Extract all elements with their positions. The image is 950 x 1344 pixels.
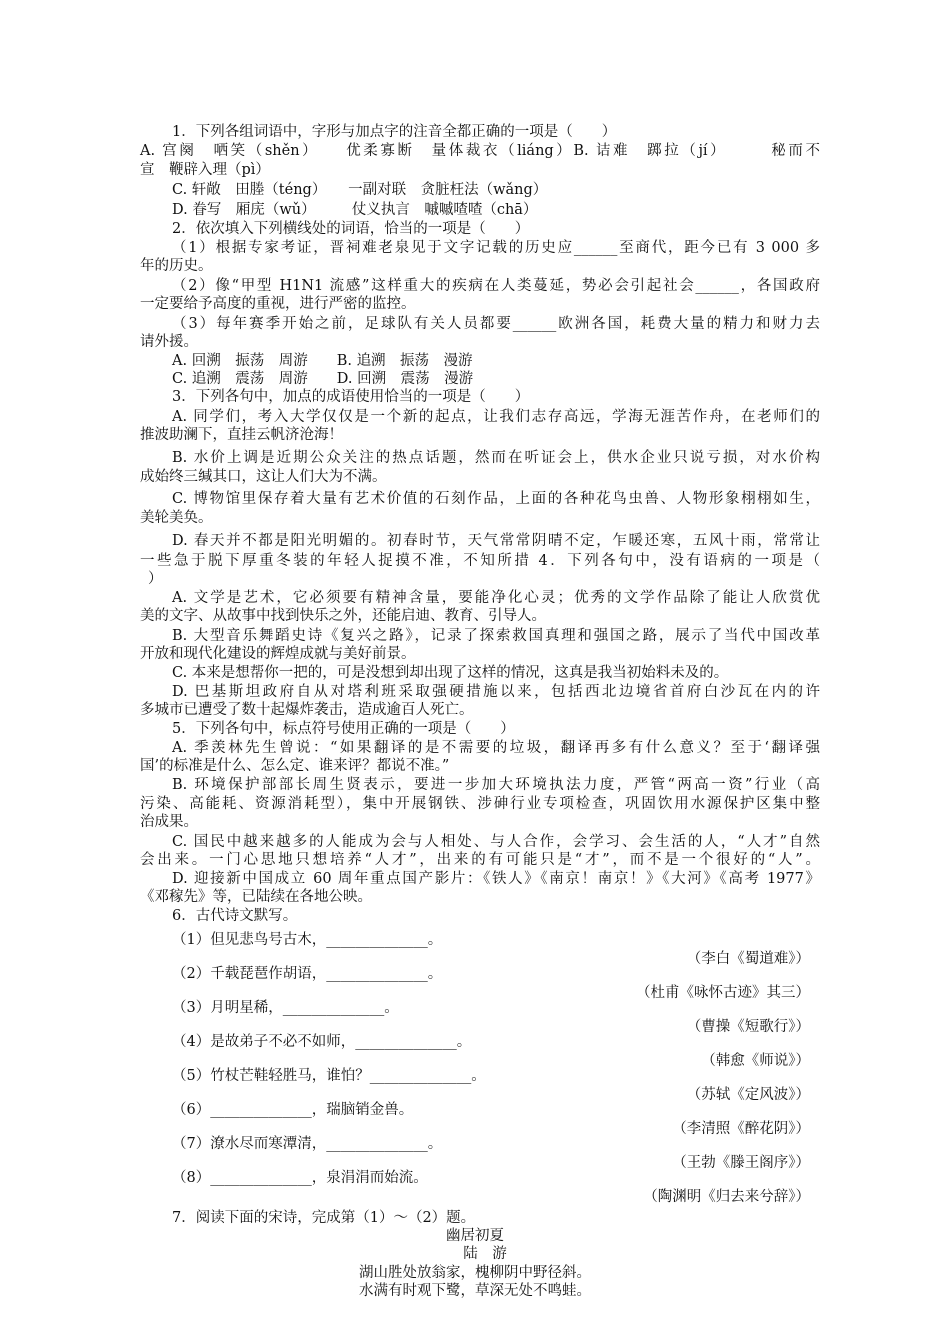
q6-item-source: （苏轼《定风波》） xyxy=(686,1087,810,1103)
q2-stem: 2．依次填入下列横线处的词语，恰当的一项是（ ） xyxy=(172,221,530,237)
q4-option-d-2: 多城市已遭受了数十起爆炸袭击，造成逾百人死亡。 xyxy=(140,702,474,718)
q6-item-source: （李清照《醉花阴》） xyxy=(672,1121,810,1137)
q2-options-ab: A. 回溯 振荡 周游 B. 追溯 振荡 漫游 xyxy=(172,353,473,369)
q2-sentence-2a: （2）像“甲型 H1N1 流感”这样重大的疾病在人类蔓延，势必会引起社会______，各国政府 xyxy=(172,278,820,294)
q5-option-c-2: 会出来。一门心思地只想培养“人才”，出来的有可能只是“才”，而不是一个很好的“人”。 xyxy=(140,852,820,868)
q3-option-a-1: A. 同学们，考入大学仅仅是一个新的起点，让我们志存高远，学海无涯苦作舟，在老师们的 xyxy=(172,409,820,425)
q6-item-source: （王勃《滕王阁序》） xyxy=(672,1155,810,1171)
q6-item-line: （7）潦水尽而寒潭清，______________。 xyxy=(172,1136,443,1152)
q4-option-c-1: C. 本来是想帮你一把的，可是没想到却出现了这样的情况，这真是我当初始料未及的。 xyxy=(172,665,729,681)
poem-line: 水满有时观下鹭，草深无处不鸣蛙。 xyxy=(359,1283,591,1299)
q2-sentence-2b: 一定要给予高度的重视，进行严密的监控。 xyxy=(140,296,416,312)
q6-item-source: （杜甫《咏怀古迹》其三） xyxy=(636,985,810,1001)
q6-item-line: （6）______________，瑞脑销金兽。 xyxy=(172,1102,414,1118)
q6-stem: 6．古代诗文默写。 xyxy=(172,908,298,924)
q6-item-source: （曹操《短歌行》） xyxy=(686,1019,810,1035)
q6-item-line: （2）千载琵琶作胡语，______________。 xyxy=(172,966,443,982)
q7-stem: 7．阅读下面的宋诗，完成第（1）～（2）题。 xyxy=(172,1210,476,1226)
q4-option-a-2: 美的文字、从故事中找到快乐之外，还能启迪、教育、引导人。 xyxy=(140,608,546,624)
q2-sentence-3b: 请外援。 xyxy=(140,334,198,350)
q3-option-b-1: B. 水价上调是近期公众关注的热点话题，然而在听证会上，供水企业只说亏损，对水价构 xyxy=(172,450,820,466)
poem-title: 幽居初夏 xyxy=(446,1228,504,1244)
q3-stem: 3．下列各句中，加点的成语使用恰当的一项是（ ） xyxy=(172,389,530,405)
q6-item-line: （5）竹杖芒鞋轻胜马，谁怕？______________。 xyxy=(172,1068,486,1084)
q6-item-line: （8）______________，泉涓涓而始流。 xyxy=(172,1170,428,1186)
q4-option-b-1: B. 大型音乐舞蹈史诗《复兴之路》，记录了探索救国真理和强国之路，展示了当代中国改革 xyxy=(172,628,820,644)
q6-item-source: （李白《蜀道难》） xyxy=(686,951,810,967)
poem-author: 陆 游 xyxy=(463,1246,507,1262)
q5-option-d-2: 《邓稼先》等，已陆续在各地公映。 xyxy=(140,889,372,905)
q3-option-a-2: 推波助澜下，直挂云帆济沧海！ xyxy=(140,427,343,443)
q5-option-b-3: 治成果。 xyxy=(140,814,198,830)
q6-item-line: （3）月明星稀，______________。 xyxy=(172,1000,399,1016)
q1-stem: 1．下列各组词语中，字形与加点字的注音全都正确的一项是（ ） xyxy=(172,124,617,140)
q5-option-b-1: B. 环境保护部部长周生贤表示，要进一步加大环境执法力度，严管“两高一资”行业（高 xyxy=(172,777,820,793)
q2-sentence-1a: （1）根据专家考证，晋祠难老泉见于文字记载的历史应______至商代，距今已有 3 000 多 xyxy=(172,240,820,256)
q5-option-d-1: D. 迎接新中国成立 60 周年重点国产影片：《铁人》《南京！南京！》《大河》《高考 1977》 xyxy=(172,871,820,887)
q6-item-source: （陶渊明《归去来兮辞》） xyxy=(643,1189,810,1205)
q3-option-d-3: ） xyxy=(148,571,163,587)
q1-option-b-cont: 宣 鞭辟入理（pì） xyxy=(140,162,270,178)
q2-sentence-3a: （3）每年赛季开始之前，足球队有关人员都要______欧洲各国，耗费大量的精力和财力去 xyxy=(172,316,820,332)
q1-option-a-b: A. 宫阕 哂笑（shěn） 优柔寡断 量体裁衣（liáng）B. 诘难 踯拉（jí） 秘而不 xyxy=(140,143,820,159)
q4-option-a-1: A. 文学是艺术，它必须要有精神含量，要能净化心灵；优秀的文学作品除了能让人欣赏优 xyxy=(172,590,820,606)
q3-option-b-2: 成始终三缄其口，这让人们大为不满。 xyxy=(140,469,387,485)
q6-item-line: （1）但见悲鸟号古木，______________。 xyxy=(172,932,443,948)
q6-item-source: （韩愈《师说》） xyxy=(701,1053,810,1069)
poem-line: 湖山胜处放翁家，槐柳阴中野径斜。 xyxy=(359,1265,591,1281)
q1-option-c: C. 轩敞 田塍（téng） 一副对联 贪脏枉法（wǎng） xyxy=(172,182,548,198)
q3-option-d-2: 一些急于脱下厚重冬装的年轻人捉摸不准，不知所措 4．下列各句中，没有语病的一项是（ xyxy=(140,553,820,569)
q3-option-c-1: C. 博物馆里保存着大量有艺术价值的石刻作品，上面的各种花鸟虫兽、人物形象栩栩如生， xyxy=(172,491,820,507)
q6-item-line: （4）是故弟子不必不如师，______________。 xyxy=(172,1034,472,1050)
q4-option-d-1: D. 巴基斯坦政府自从对塔利班采取强硬措施以来，包括西北边境省首府白沙瓦在内的许 xyxy=(172,684,820,700)
q4-option-b-2: 开放和现代化建设的辉煌成就与美好前景。 xyxy=(140,646,416,662)
q1-option-d: D. 眷写 厢庑（wǔ） 仗义执言 嘁嘁喳喳（chā） xyxy=(172,202,538,218)
q5-stem: 5．下列各句中，标点符号使用正确的一项是（ ） xyxy=(172,721,515,737)
q5-option-a-1: A. 季羡林先生曾说：“如果翻译的是不需要的垃圾，翻译再多有什么意义？至于‘翻译强 xyxy=(172,740,820,756)
q5-option-a-2: 国’的标准是什么、怎么定、谁来评？都说不准。” xyxy=(140,758,450,774)
q5-option-c-1: C. 国民中越来越多的人能成为会与人相处、与人合作，会学习、会生活的人，“人才”自然 xyxy=(172,834,820,850)
q5-option-b-2: 污染、高能耗、资源消耗型），集中开展钢铁、涉砷行业专项检查，巩固饮用水源保护区集中整 xyxy=(140,796,820,812)
q3-option-d-1: D. 春天并不都是阳光明媚的。初春时节，天气常常阴晴不定，乍暖还寒，五风十雨，常常让 xyxy=(172,533,820,549)
q2-sentence-1b: 年的历史。 xyxy=(140,258,213,274)
q3-option-c-2: 美轮美奂。 xyxy=(140,510,213,526)
q2-options-cd: C. 追溯 震荡 周游 D. 回溯 震荡 漫游 xyxy=(172,371,474,387)
